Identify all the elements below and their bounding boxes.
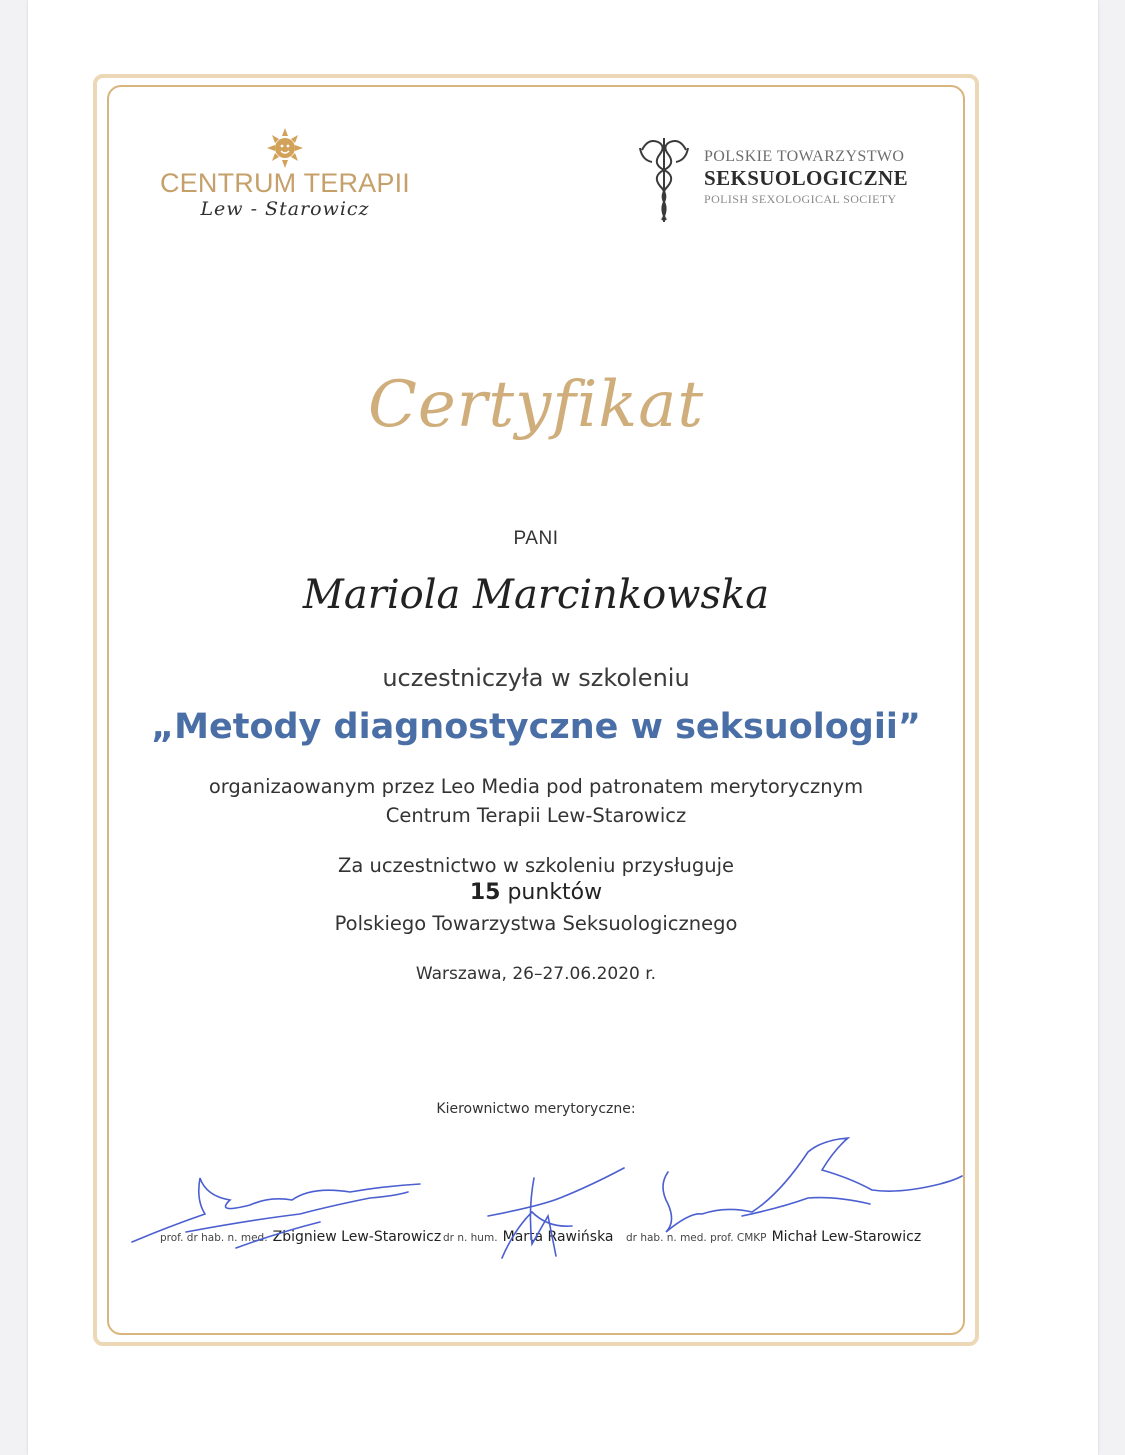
board-label: Kierownictwo merytoryczne: (436, 1101, 636, 1117)
signatory-2 (443, 1226, 614, 1245)
organizer-line-1: organizaowanym przez Leo Media pod patronatem merytorycznym (208, 775, 864, 798)
organizer-line-2: Centrum Terapii Lew-Starowicz (385, 804, 687, 827)
place-date: Warszawa, 26–27.06.2020 r. (415, 964, 657, 984)
certificate-title: Certyfikat (367, 368, 705, 442)
caduceus-icon (636, 134, 692, 226)
centrum-terapii-subtitle: Lew - Starowicz (200, 198, 370, 220)
signatory-1 (160, 1226, 441, 1245)
recipient-name: Mariola Marcinkowska (302, 572, 770, 618)
points-line-3: Polskiego Towarzystwa Seksuologicznego (334, 912, 738, 935)
lion-sun-icon (260, 128, 310, 168)
centrum-terapii-name: CENTRUM TERAPII (159, 168, 411, 198)
society-line-3: POLISH SEXOLOGICAL SOCIETY (704, 192, 897, 206)
participated-text: uczestniczyła w szkoleniu (382, 664, 690, 692)
society-line-2: SEKSUOLOGICZNE (704, 166, 908, 190)
course-title: „Metody diagnostyczne w seksuologii” (151, 707, 921, 747)
centrum-terapii-logo (150, 128, 420, 228)
signatory-3-title: dr hab. n. med. prof. CMKP (626, 1232, 767, 1244)
society-logo (636, 134, 926, 226)
signatory-1-name: Zbigniew Lew-Starowicz (272, 1229, 442, 1245)
signatory-2-name: Marta Rawińska (502, 1229, 614, 1245)
points-line-2 (100, 880, 972, 905)
points-line-1: Za uczestnictwo w szkoleniu przysługuje (337, 854, 735, 877)
signatory-1-title: prof. dr hab. n. med. (160, 1232, 268, 1244)
points-number: 15 (469, 880, 501, 905)
signatory-3-name: Michał Lew-Starowicz (771, 1229, 922, 1245)
society-line-1: POLSKIE TOWARZYSTWO (704, 148, 905, 165)
signatory-3 (626, 1226, 921, 1245)
salutation: PANI (513, 528, 559, 549)
signatory-2-title: dr n. hum. (443, 1232, 498, 1244)
points-word: punktów (507, 880, 603, 905)
